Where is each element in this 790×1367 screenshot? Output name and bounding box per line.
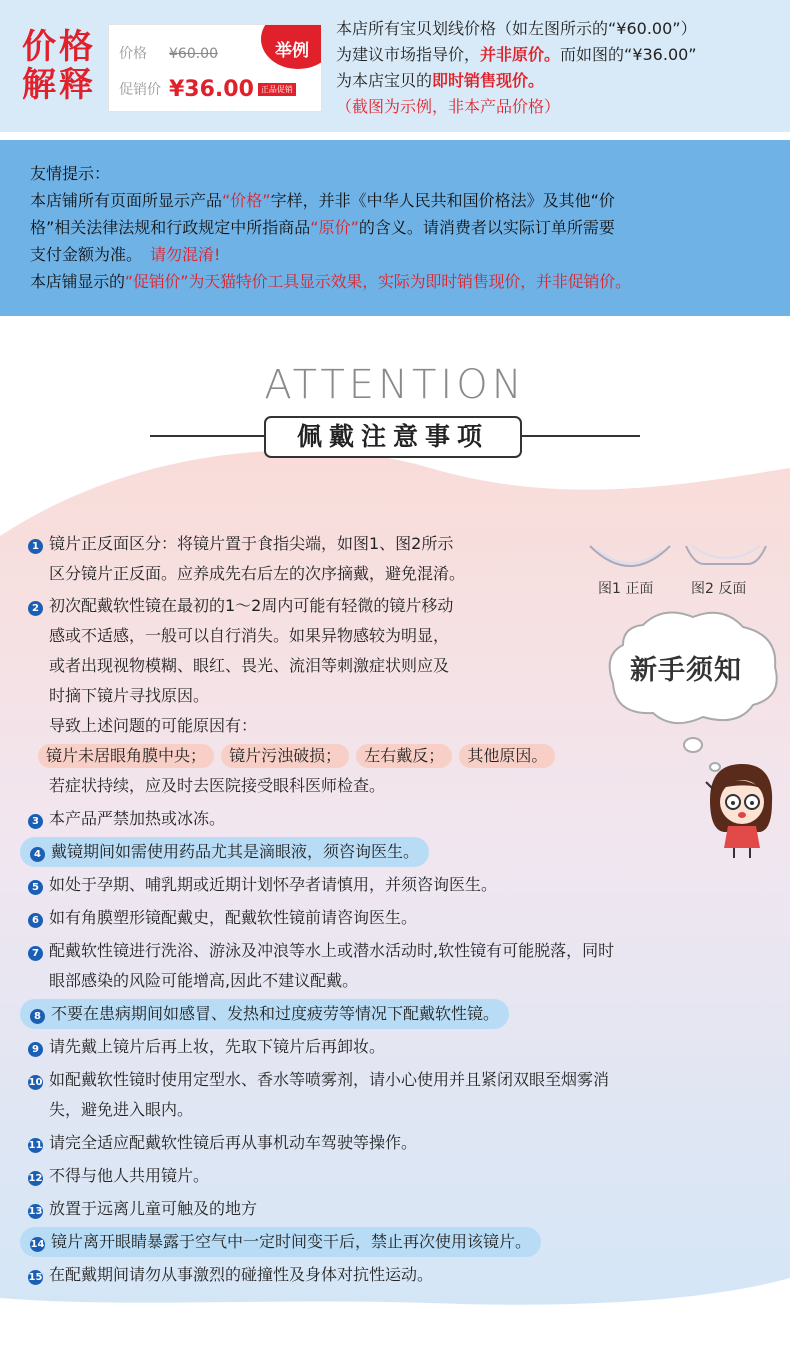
list-item-line: 区分镜片正反面。应养成先右后左的次序摘戴，避免混淆。 [49, 564, 466, 583]
list-item: 3 本产品严禁加热或冰冻。 [28, 804, 225, 834]
tips-line: 本店铺显示的“促销价”为天猫特价工具显示效果，实际为即时销售现价，并非促销价。 [30, 272, 631, 291]
list-item: 2 初次配戴软性镜在最初的1～2周内可能有轻微的镜片移动 [28, 591, 453, 621]
genuine-tag: 正品促销 [258, 83, 296, 96]
list-item-line: 眼部感染的风险可能增高,因此不建议配戴。 [49, 971, 359, 990]
friendly-tips-section [0, 140, 790, 316]
title-divider-right [520, 435, 640, 437]
price-example-card [108, 24, 322, 112]
list-item-highlighted: 4 戴镜期间如需使用药品尤其是滴眼液，须咨询医生。 [28, 837, 429, 867]
tips-title: 友情提示： [30, 164, 111, 183]
sale-price-row [119, 77, 296, 102]
original-price-value: ¥60.00 [169, 46, 218, 62]
sale-price-label: 促销价 [119, 82, 161, 98]
item-number: 9 [28, 1042, 43, 1057]
list-item: 12 不得与他人共用镜片。 [28, 1166, 210, 1185]
figure-2-caption: 图2 反面 [691, 581, 747, 597]
item-number: 12 [28, 1173, 43, 1184]
list-item-line: 失，避免进入眼内。 [49, 1100, 194, 1119]
list-item-line: 感或不适感，一般可以自行消失。如果异物感较为明显， [49, 626, 450, 645]
list-item-highlighted: 8 不要在患病期间如感冒、发热和过度疲劳等情况下配戴软性镜。 [28, 999, 509, 1029]
example-badge: 举例 [261, 24, 322, 69]
list-item: 5 如处于孕期、哺乳期或近期计划怀孕者请慎用，并须咨询医生。 [28, 870, 497, 900]
cause-pill: 左右戴反； [356, 744, 452, 768]
list-item: 10 如配戴软性镜时使用定型水、香水等喷雾剂，请小心使用并且紧闭双眼至烟雾消 [28, 1070, 610, 1089]
list-item: 13 放置于远离儿童可触及的地方 [28, 1199, 258, 1218]
title-divider-left [150, 435, 266, 437]
list-item-line: 导致上述问题的可能原因有： [49, 716, 258, 735]
item-number: 1 [28, 539, 43, 554]
tips-line: 本店铺所有页面所显示产品“价格”字样，并非《中华人民共和国价格法》及其他“价 [30, 191, 615, 210]
list-item: 9 请先戴上镜片后再上妆，先取下镜片后再卸妆。 [28, 1032, 385, 1062]
tips-line: 格”相关法律法规和行政规定中所指商品“原价”的含义。请消费者以实际订单所需要 [30, 218, 615, 237]
item-number: 14 [30, 1239, 45, 1250]
price-text-line: 本店所有宝贝划线价格（如左图所示的“¥60.00”） [336, 19, 697, 38]
item-number: 8 [30, 1009, 45, 1024]
list-item: 11 请完全适应配戴软性镜后再从事机动车驾驶等操作。 [28, 1133, 418, 1152]
price-explanation-text [336, 16, 782, 120]
list-item-line: 时摘下镜片寻找原因。 [49, 686, 210, 705]
item-number: 15 [28, 1272, 43, 1283]
possible-causes [38, 741, 557, 771]
price-text-line: 为本店宝贝的即时销售现价。 [336, 71, 545, 90]
price-explanation-heading: 价格解释 [22, 27, 96, 105]
lens-front-figure [588, 540, 672, 570]
cause-pill: 镜片未居眼角膜中央； [38, 744, 214, 768]
list-item: 7 配戴软性镜进行洗浴、游泳及冲浪等水上或潜水活动时,软性镜有可能脱落，同时 [28, 936, 614, 966]
list-item-line: 或者出现视物模糊、眼红、畏光、流泪等刺激症状则应及 [49, 656, 450, 675]
list-item-highlighted: 14 镜片离开眼睛暴露于空气中一定时间变干后，禁止再次使用该镜片。 [28, 1227, 541, 1257]
price-text-line: 为建议市场指导价，并非原价。而如图的“¥36.00” [336, 45, 697, 64]
lens-back-figure [684, 540, 768, 570]
cause-pill: 其他原因。 [459, 744, 555, 768]
attention-subtitle: 佩戴注意事项 [264, 416, 522, 458]
item-number: 2 [28, 601, 43, 616]
price-text-note: （截图为示例，非本产品价格） [336, 97, 561, 116]
list-item-line: 若症状持续，应及时去医院接受眼科医师检查。 [49, 776, 386, 795]
item-number: 5 [28, 880, 43, 895]
cartoon-girl-illustration [700, 760, 780, 860]
item-number: 13 [28, 1206, 43, 1217]
item-number: 11 [28, 1140, 43, 1151]
price-explanation-section [0, 0, 790, 132]
tips-line: 支付金额为准。 请勿混淆! [30, 245, 221, 264]
sale-price-value: ¥36.00 [169, 77, 254, 102]
original-price-row [119, 43, 218, 63]
item-number: 10 [28, 1077, 43, 1088]
cause-pill: 镜片污浊破损； [221, 744, 349, 768]
beginner-notice-label: 新手须知 [630, 655, 742, 686]
item-number: 3 [28, 814, 43, 829]
figure-1-caption: 图1 正面 [598, 581, 654, 597]
list-item: 15 在配戴期间请勿从事激烈的碰撞性及身体对抗性运动。 [28, 1265, 434, 1284]
item-number: 7 [28, 946, 43, 961]
attention-title: ATTENTION [264, 362, 526, 408]
item-number: 6 [28, 913, 43, 928]
original-price-label: 价格 [119, 46, 147, 62]
list-item: 1 镜片正反面区分：将镜片置于食指尖端，如图1、图2所示 [28, 529, 453, 559]
item-number: 4 [30, 847, 45, 862]
beginner-thought-bubble [603, 605, 783, 775]
list-item: 6 如有角膜塑形镜配戴史，配戴软性镜前请咨询医生。 [28, 903, 417, 933]
